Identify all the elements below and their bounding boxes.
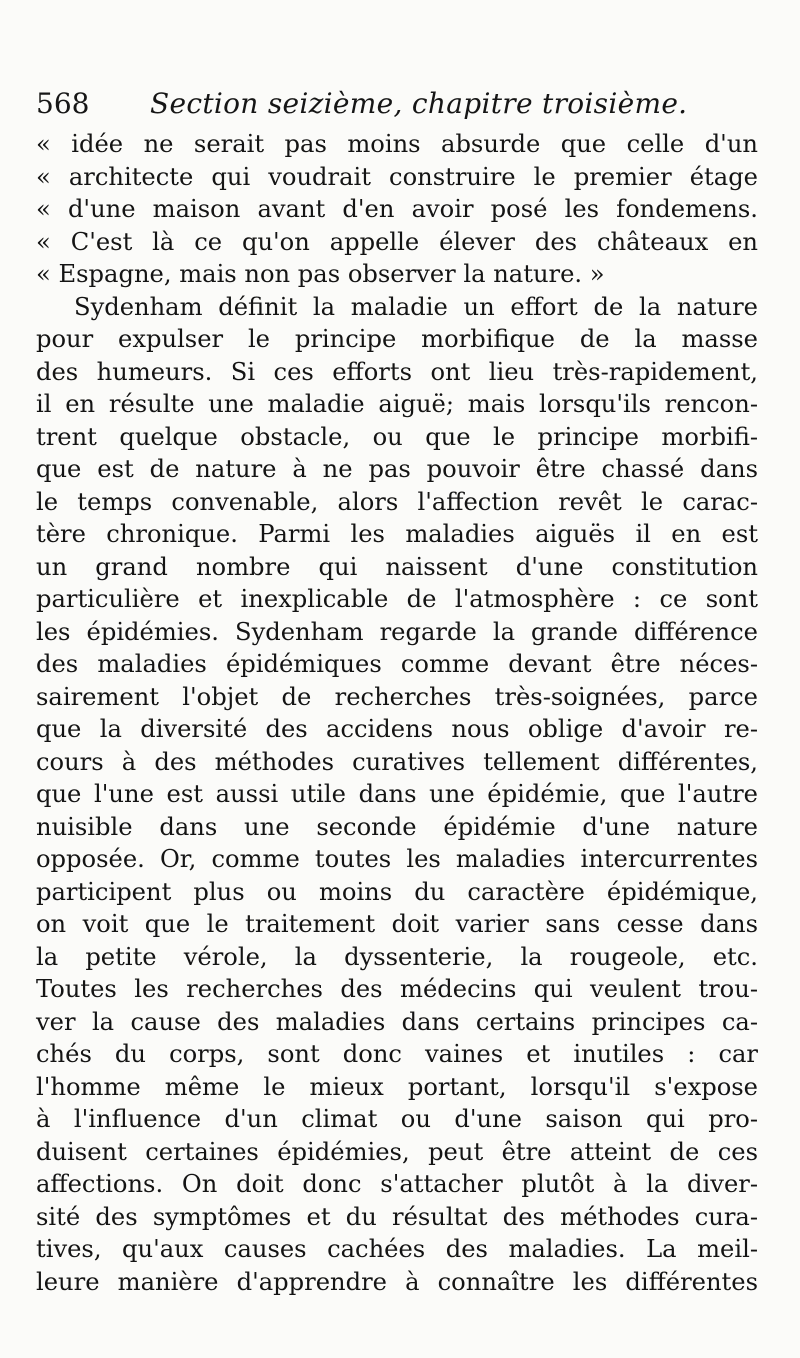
page-number: 568 — [36, 87, 90, 120]
text-line-15: particulière et inexplicable de l'atmosphère : ce sont — [36, 585, 758, 613]
text-line-18: sairement l'objet de recherches très-soignées, parce — [36, 682, 758, 711]
text-line-35: tives, qu'aux causes cachées des maladies. La meil- — [36, 1235, 758, 1263]
text-line-2: « architecte qui voudrait construire le premier étage — [36, 162, 758, 191]
text-line-16: les épidémies. Sydenham regarde la grande différence — [36, 617, 758, 646]
running-title: Section seizième, chapitre troisième. — [150, 87, 688, 120]
text-line-33: affections. On doit donc s'attacher plutôt à la diver- — [36, 1170, 758, 1198]
text-line-10: trent quelque obstacle, ou que le principe morbifi- — [36, 422, 758, 451]
text-line-27: Toutes les recherches des médecins qui veulent trou- — [36, 975, 758, 1003]
text-line-29: chés du corps, sont donc vaines et inutiles : car — [36, 1040, 758, 1068]
text-line-21: que l'une est aussi utile dans une épidémie, que l'autre — [36, 780, 758, 808]
text-line-20: cours à des méthodes curatives tellement différentes, — [36, 747, 758, 776]
text-line-11: que est de nature à ne pas pouvoir être chassé dans — [36, 455, 758, 483]
text-line-3: « d'une maison avant d'en avoir posé les fondemens. — [36, 195, 758, 223]
text-line-17: des maladies épidémiques comme devant être néces- — [36, 650, 758, 678]
text-line-7: pour expulser le principe morbifique de la masse — [36, 325, 758, 353]
text-line-25: on voit que le traitement doit varier sans cesse dans — [36, 910, 758, 938]
text-line-32: duisent certaines épidémies, peut être atteint de ces — [36, 1137, 758, 1166]
text-line-22: nuisible dans une seconde épidémie d'une nature — [36, 812, 758, 841]
text-line-5: « Espagne, mais non pas observer la nature. » — [36, 260, 605, 288]
text-line-23: opposée. Or, comme toutes les maladies intercurrentes — [36, 845, 758, 873]
text-line-24: participent plus ou moins du caractère épidémique, — [36, 877, 758, 906]
body-text — [36, 128, 758, 1298]
text-line-26: la petite vérole, la dyssenterie, la rougeole, etc. — [36, 942, 758, 971]
text-line-14: un grand nombre qui naissent d'une constitution — [36, 552, 758, 581]
text-line-1: « idée ne serait pas moins absurde que celle d'un — [36, 130, 758, 158]
text-line-4: « C'est là ce qu'on appelle élever des châteaux en — [36, 227, 758, 256]
text-line-12: le temps convenable, alors l'affection revêt le carac- — [36, 487, 758, 516]
text-line-36: leure manière d'apprendre à connaître les différentes — [36, 1267, 758, 1296]
text-line-31: à l'influence d'un climat ou d'une saison qui pro- — [36, 1105, 758, 1133]
text-line-30: l'homme même le mieux portant, lorsqu'il s'expose — [36, 1072, 758, 1101]
text-line-28: ver la cause des maladies dans certains principes ca- — [36, 1007, 758, 1036]
text-line-9: il en résulte une maladie aiguë; mais lorsqu'ils rencon- — [36, 390, 758, 418]
running-head — [36, 84, 766, 124]
text-line-34: sité des symptômes et du résultat des méthodes cura- — [36, 1202, 758, 1231]
text-line-8: des humeurs. Si ces efforts ont lieu très-rapidement, — [36, 357, 758, 386]
text-line-6: Sydenham définit la maladie un effort de la nature — [74, 292, 758, 321]
text-line-19: que la diversité des accidens nous oblige d'avoir re- — [36, 715, 758, 743]
text-line-13: tère chronique. Parmi les maladies aiguës il en est — [36, 520, 758, 548]
